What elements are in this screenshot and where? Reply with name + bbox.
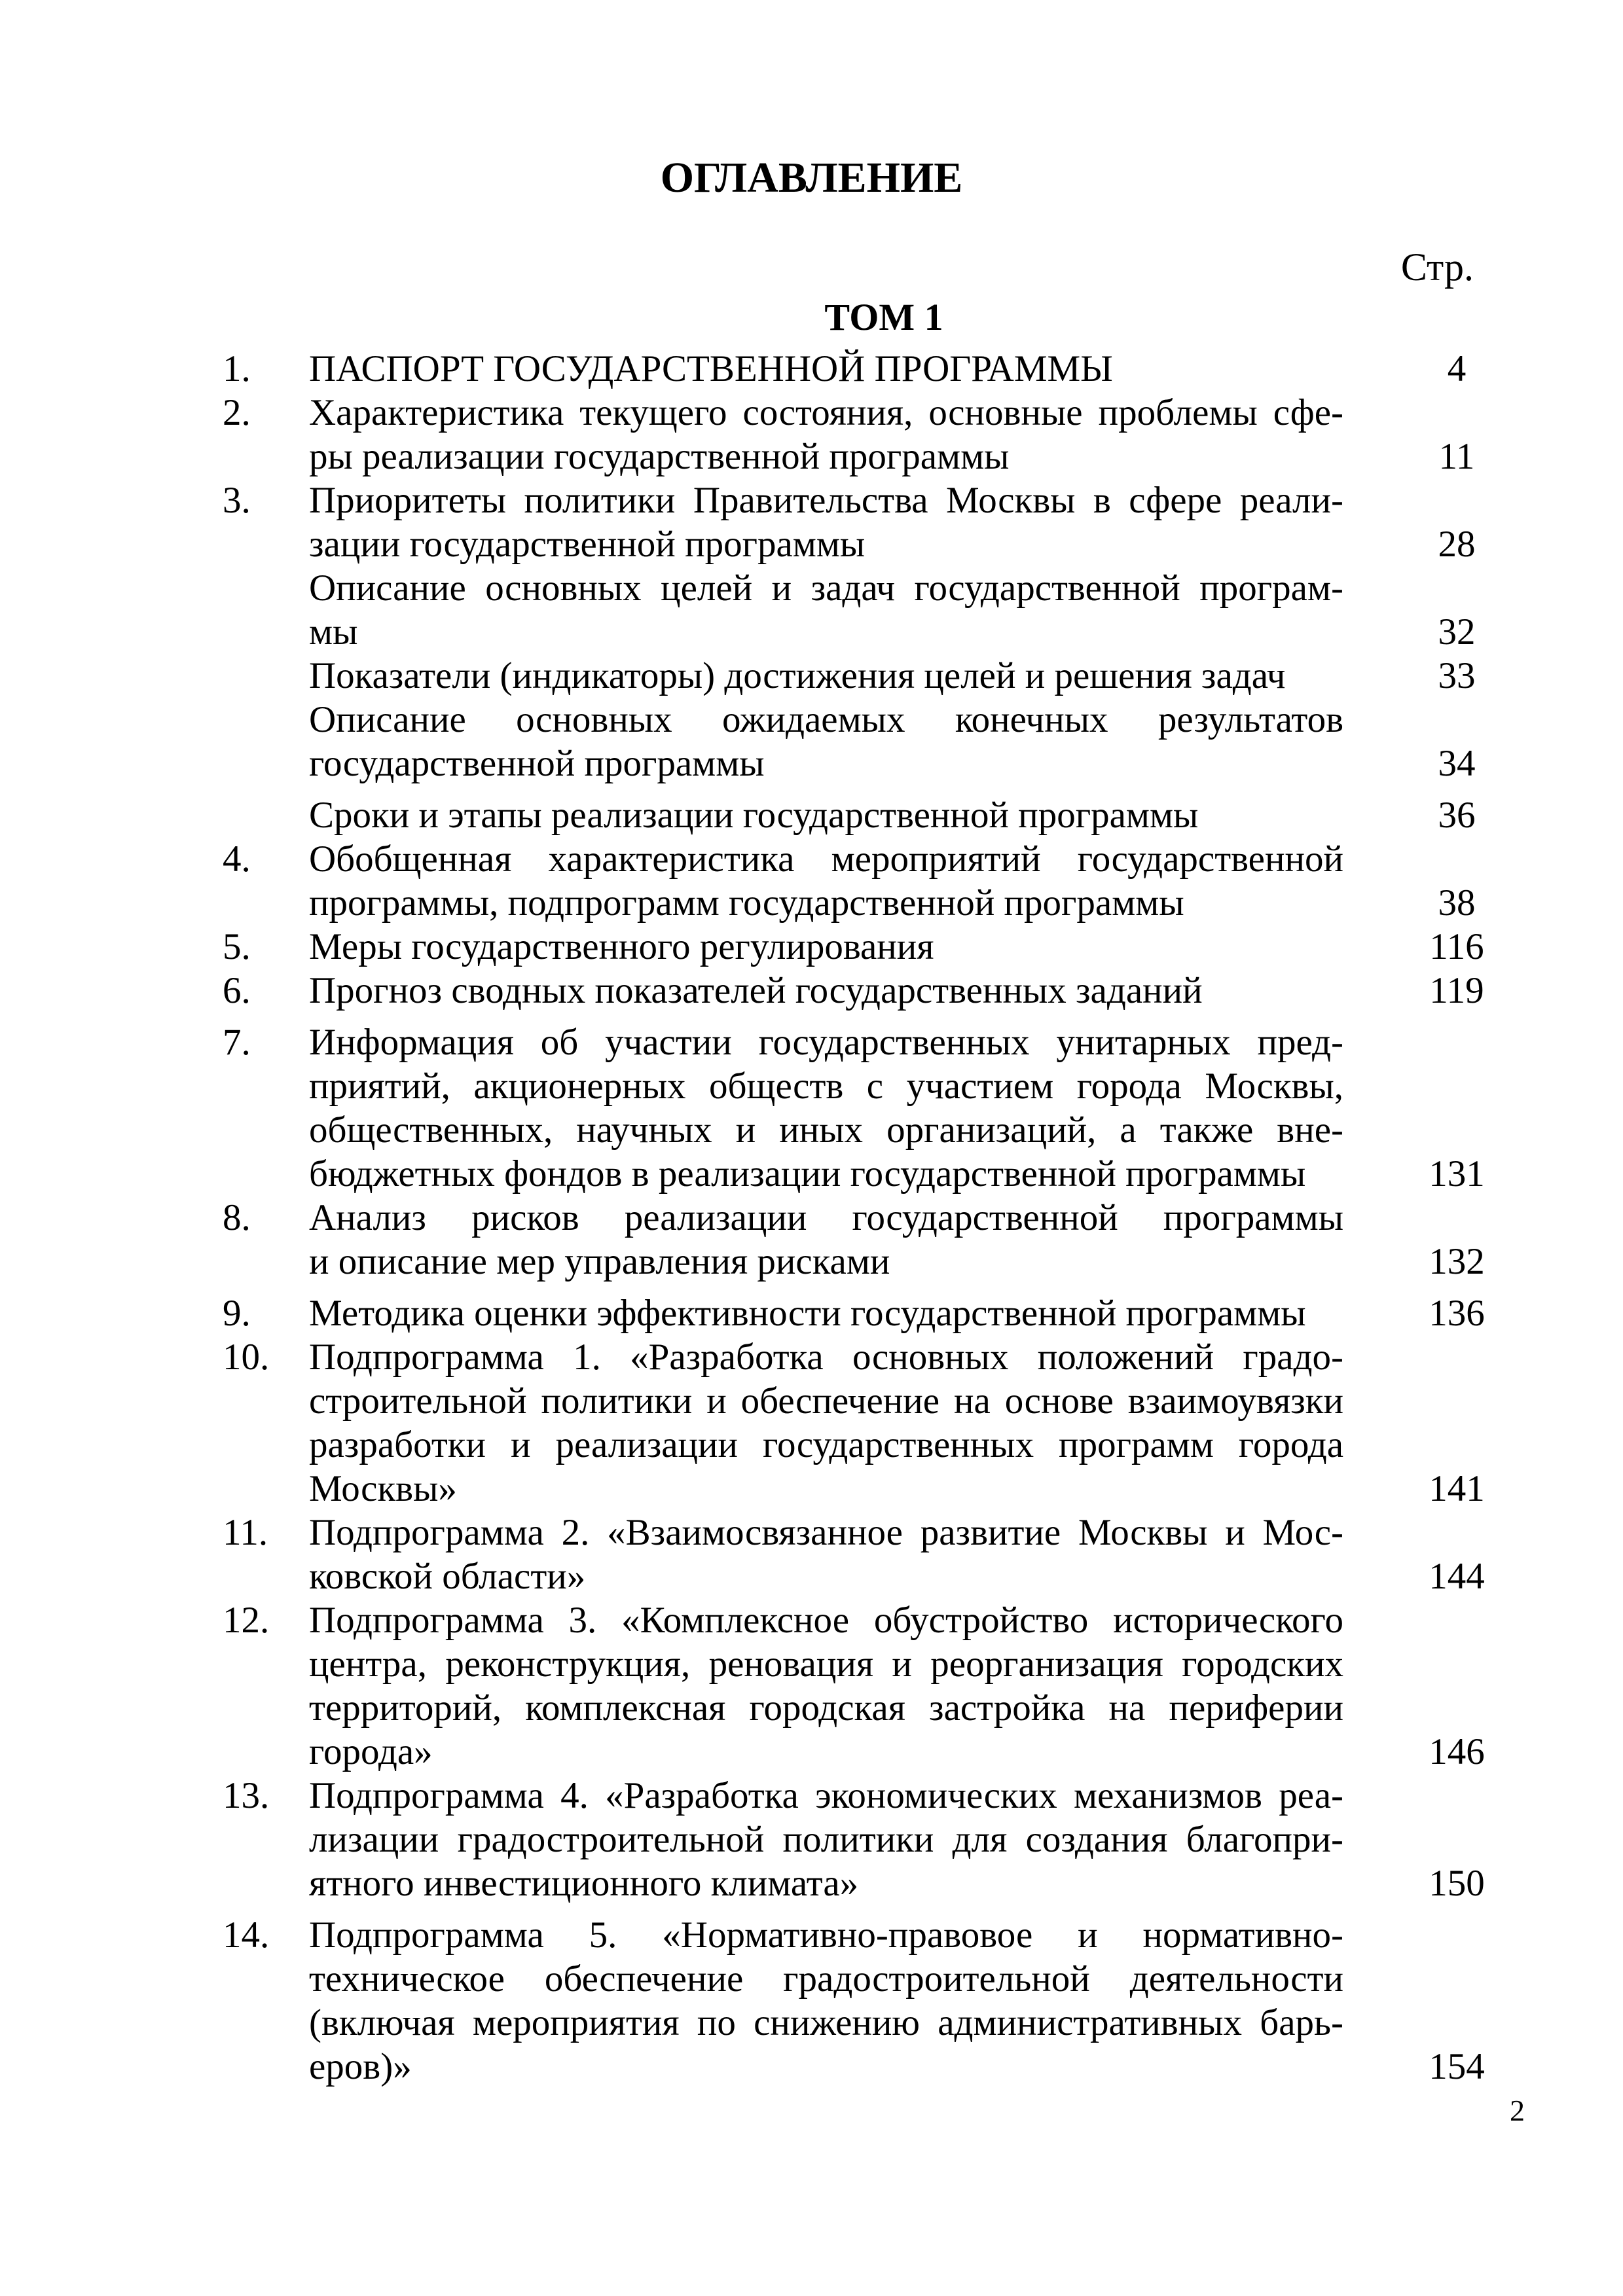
- toc-entry-page: 141: [1429, 1468, 1485, 1509]
- toc-entry: [223, 837, 1506, 925]
- toc-entry: [223, 925, 1506, 969]
- toc-entry-line: Подпрограмма 5. «Нормативно-правовое и нормативно-: [309, 1914, 1343, 1956]
- toc-entry-line: Методика оценки эффективности государственной программы: [309, 1293, 1306, 1334]
- toc-entry-number: 13.: [223, 1775, 270, 1816]
- toc-entry-line: бюджетных фондов в реализации государственной программы: [309, 1153, 1306, 1194]
- toc-entry-number: 12.: [223, 1600, 270, 1641]
- table-of-contents: [223, 347, 1506, 2089]
- toc-entry-line: территорий, комплексная городская застройка на периферии: [309, 1687, 1343, 1729]
- toc-entry-title: [309, 1913, 1343, 2089]
- toc-entry-line: разработки и реализации государственных программ города: [309, 1424, 1343, 1465]
- toc-entry-number: 10.: [223, 1336, 270, 1378]
- toc-entry-title: [309, 1598, 1343, 1774]
- toc-entry-title: [309, 1291, 1343, 1335]
- toc-entry: [223, 793, 1506, 837]
- toc-entry: [223, 1598, 1506, 1774]
- spacer: [223, 1283, 1506, 1291]
- toc-entry: [223, 1335, 1506, 1511]
- toc-entry-page: 33: [1438, 655, 1476, 696]
- toc-entry-line: техническое обеспечение градостроительной деятельности: [309, 1958, 1343, 2000]
- toc-entry-page: 116: [1429, 926, 1484, 967]
- toc-entry: [223, 1020, 1506, 1196]
- toc-entry-line: Приоритеты политики Правительства Москвы в сфере реали-: [309, 480, 1343, 521]
- toc-entry: [223, 1291, 1506, 1335]
- toc-entry: [223, 1774, 1506, 1905]
- toc-entry-line: Меры государственного регулирования: [309, 926, 934, 967]
- toc-entry-line: еров)»: [309, 2046, 412, 2087]
- toc-entry: [223, 654, 1506, 698]
- toc-entry-number: 1.: [223, 348, 251, 389]
- toc-entry-page: 11: [1438, 436, 1475, 477]
- spacer: [223, 1905, 1506, 1913]
- toc-entry-page: 132: [1429, 1241, 1485, 1282]
- toc-entry-line: лизации градостроительной политики для создания благопри-: [309, 1819, 1343, 1860]
- toc-entry-title: [309, 1511, 1343, 1598]
- toc-entry-number: 7.: [223, 1022, 251, 1063]
- toc-entry-page: 146: [1429, 1731, 1485, 1772]
- toc-entry-page: 144: [1429, 1556, 1485, 1597]
- spacer: [223, 1013, 1506, 1020]
- toc-entry-title: [309, 793, 1343, 837]
- toc-entry-line: Подпрограмма 2. «Взаимосвязанное развитие Москвы и Мос-: [309, 1512, 1343, 1553]
- toc-entry: [223, 698, 1506, 785]
- toc-entry-number: 4.: [223, 838, 251, 880]
- toc-entry-line: и описание мер управления рисками: [309, 1241, 890, 1282]
- toc-entry-title: [309, 347, 1343, 391]
- toc-entry: [223, 1511, 1506, 1598]
- toc-entry-page: 150: [1429, 1863, 1485, 1904]
- toc-entry-title: [309, 478, 1343, 566]
- toc-entry-number: 5.: [223, 926, 251, 967]
- toc-entry-line: программы, подпрограмм государственной программы: [309, 882, 1184, 924]
- toc-entry-page: 131: [1429, 1153, 1485, 1194]
- toc-entry-title: [309, 391, 1343, 478]
- toc-entry-number: 3.: [223, 480, 251, 521]
- toc-entry-page: 154: [1429, 2046, 1485, 2087]
- toc-entry-line: Информация об участии государственных унитарных пред-: [309, 1022, 1343, 1063]
- toc-entry-line: государственной программы: [309, 743, 765, 784]
- toc-entry-number: 8.: [223, 1197, 251, 1238]
- toc-entry: [223, 969, 1506, 1013]
- toc-entry: [223, 1913, 1506, 2089]
- toc-entry-line: города»: [309, 1731, 433, 1772]
- toc-entry-title: [309, 566, 1343, 654]
- toc-entry-line: центра, реконструкция, реновация и реорганизация городских: [309, 1643, 1343, 1685]
- toc-entry: [223, 347, 1506, 391]
- toc-entry-title: [309, 837, 1343, 925]
- toc-entry: [223, 566, 1506, 654]
- toc-entry-page: 36: [1438, 795, 1476, 836]
- toc-entry-line: приятий, акционерных обществ с участием города Москвы,: [309, 1066, 1343, 1107]
- toc-entry-title: [309, 1196, 1343, 1283]
- toc-entry-line: ятного инвестиционного климата»: [309, 1863, 859, 1904]
- toc-entry-line: зации государственной программы: [309, 524, 866, 565]
- toc-entry-title: [309, 1020, 1343, 1196]
- toc-entry-line: ры реализации государственной программы: [309, 436, 1010, 477]
- toc-entry-page: 119: [1429, 970, 1484, 1011]
- toc-entry-page: 136: [1429, 1293, 1485, 1334]
- toc-entry-number: 2.: [223, 392, 251, 433]
- page-column-label: Стр.: [1400, 245, 1474, 289]
- toc-entry-line: Анализ рисков реализации государственной программы: [309, 1197, 1343, 1238]
- toc-entry: [223, 391, 1506, 478]
- toc-entry-line: мы: [309, 611, 358, 653]
- toc-entry-page: 32: [1438, 611, 1476, 653]
- document-title: ОГЛАВЛЕНИЕ: [660, 154, 963, 202]
- toc-entry: [223, 478, 1506, 566]
- toc-entry-title: [309, 969, 1343, 1013]
- toc-entry-title: [309, 698, 1343, 785]
- spacer: [223, 785, 1506, 793]
- toc-entry-number: 14.: [223, 1914, 270, 1956]
- toc-entry-line: Описание основных ожидаемых конечных результатов: [309, 699, 1343, 740]
- toc-entry-line: Москвы»: [309, 1468, 457, 1509]
- toc-entry-title: [309, 654, 1343, 698]
- toc-entry-line: Подпрограмма 4. «Разработка экономических механизмов реа-: [309, 1775, 1343, 1816]
- toc-entry-title: [309, 925, 1343, 969]
- toc-entry-number: 9.: [223, 1293, 251, 1334]
- toc-entry-title: [309, 1335, 1343, 1511]
- toc-entry: [223, 1196, 1506, 1283]
- toc-entry-page: 28: [1438, 524, 1476, 565]
- toc-entry-line: общественных, научных и иных организаций, а также вне-: [309, 1109, 1343, 1151]
- toc-entry-line: Подпрограмма 3. «Комплексное обустройство исторического: [309, 1600, 1343, 1641]
- toc-entry-number: 6.: [223, 970, 251, 1011]
- toc-entry-line: Показатели (индикаторы) достижения целей и решения задач: [309, 655, 1286, 696]
- toc-entry-line: строительной политики и обеспечение на основе взаимоувязки: [309, 1380, 1343, 1422]
- toc-entry-line: Характеристика текущего состояния, основные проблемы сфе-: [309, 392, 1343, 433]
- toc-entry-line: Прогноз сводных показателей государственных заданий: [309, 970, 1203, 1011]
- toc-entry-line: Сроки и этапы реализации государственной программы: [309, 795, 1199, 836]
- page-number: 2: [1510, 2094, 1525, 2127]
- toc-entry-line: Обобщенная характеристика мероприятий государственной: [309, 838, 1343, 880]
- toc-entry-number: 11.: [223, 1512, 268, 1553]
- toc-entry-title: [309, 1774, 1343, 1905]
- toc-entry-line: ПАСПОРТ ГОСУДАРСТВЕННОЙ ПРОГРАММЫ: [309, 348, 1113, 389]
- toc-entry-line: Подпрограмма 1. «Разработка основных положений градо-: [309, 1336, 1343, 1378]
- toc-entry-page: 4: [1447, 348, 1467, 389]
- toc-entry-page: 34: [1438, 743, 1476, 784]
- toc-entry-line: Описание основных целей и задач государственной програм-: [309, 567, 1343, 609]
- toc-entry-line: ковской области»: [309, 1556, 586, 1597]
- volume-heading: ТОМ 1: [824, 296, 943, 338]
- toc-entry-line: (включая мероприятия по снижению административных барь-: [309, 2002, 1343, 2043]
- toc-entry-page: 38: [1438, 882, 1476, 924]
